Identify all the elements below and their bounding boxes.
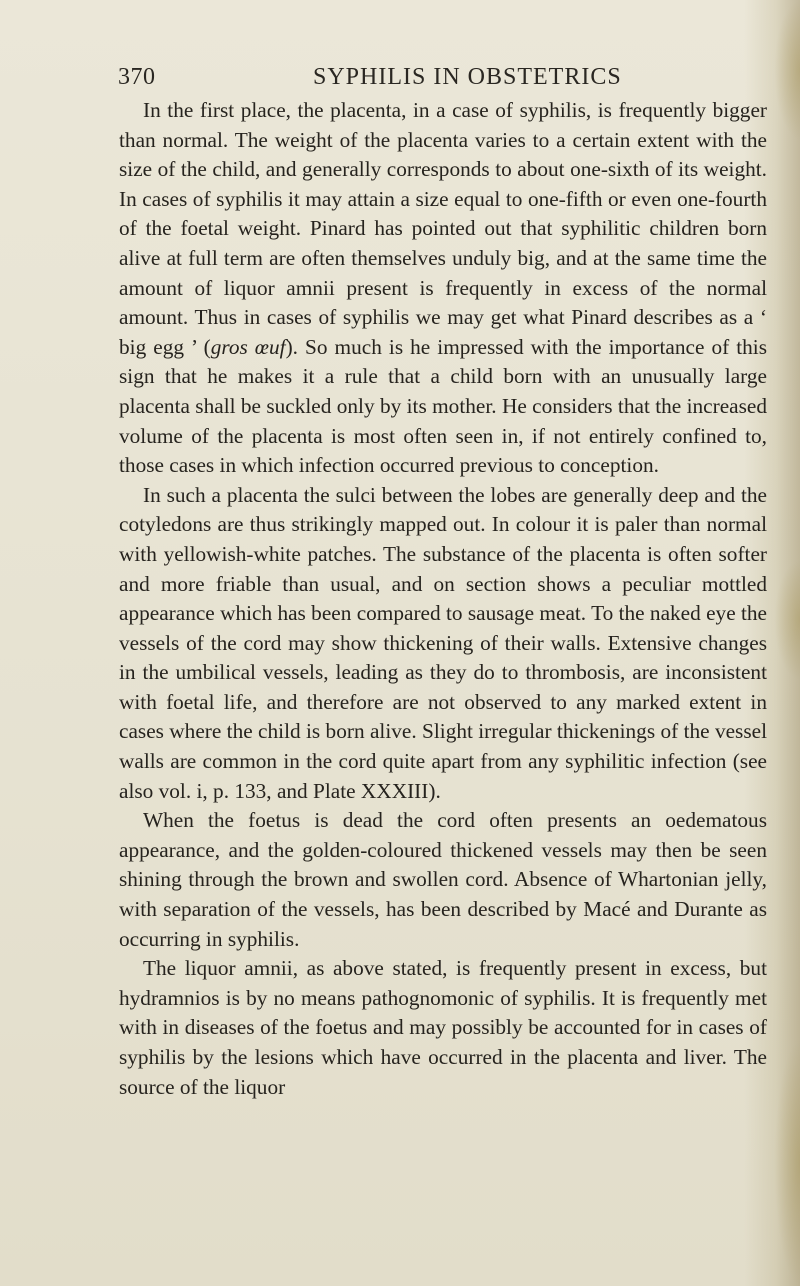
paragraph-placenta-appearance: In such a placenta the sulci between the lobes are generally deep and the cotyledons are thus strikingly mapped out. In colour it is paler than normal with yellowish-white patches. The substance of the placenta is often softer and more friable than usual, and on section shows a peculiar mottled appearance which has been compared to sausage meat. To the naked eye the vessels of the cord may show thickening of their walls. Extensive changes in the umbilical vessels, leading as they do to thrombosis, are inconsistent with foetal life, and therefore are not observed to any marked extent in cases where the child is born alive. Slight irregular thickenings of the vessel walls are common in the cord quite apart from any syphilitic infection (see also vol. i, p. 133, and Plate XXXIII). (119, 482, 767, 803)
running-head: SYPHILIS IN OBSTETRICS (313, 64, 622, 90)
body-text (119, 96, 767, 1102)
italic-term: gros œuf (210, 334, 286, 359)
page-number: 370 (118, 64, 156, 90)
paragraph-text: ). So much is he impressed with the importance of this sign that he makes it a rule that a child born with an unusually large placenta shall be suckled only by its mother. He considers that the increased volume of the placenta is most often seen in, if not entirely confined to, those cases in which infection occurred previous to conception. (119, 334, 767, 478)
paragraph-placenta-size (119, 96, 767, 481)
page-edge-stain (774, 0, 800, 140)
paragraph-liquor-amnii: The liquor amnii, as above stated, is frequently present in excess, but hydramnios is by no means pathognomonic of syphilis. It is frequently met with in diseases of the foetus and may possibly be accounted for in cases of syphilis by the lesions which have occurred in the placenta and liver. The source of the liquor (119, 956, 767, 1099)
paragraph-dead-foetus-cord: When the foetus is dead the cord often presents an oedematous appearance, and the golden-coloured thickened vessels may then be seen shining through the brown and swollen cord. Absence of Whartonian jelly, with separation of the vessels, has been described by Macé and Durante as occurring in syphilis. (119, 808, 767, 951)
page-edge-stain (774, 1040, 800, 1286)
page-header (118, 64, 758, 94)
page-edge-stain (774, 560, 800, 680)
paragraph-text: In the first place, the placenta, in a case of syphilis, is frequently bigger than normal. The weight of the placenta varies to a certain extent with the size of the child, and generally corresponds to about one-sixth of its weight. In cases of syphilis it may attain a size equal to one-fifth or even one-fourth of the foetal weight. Pinard has pointed out that syphilitic children born alive at full term are often themselves unduly big, and at the same time the amount of liquor amnii present is frequently in excess of the normal amount. Thus in cases of syphilis we may get what Pinard describes as a ‘ big egg ’ ( (119, 98, 767, 359)
